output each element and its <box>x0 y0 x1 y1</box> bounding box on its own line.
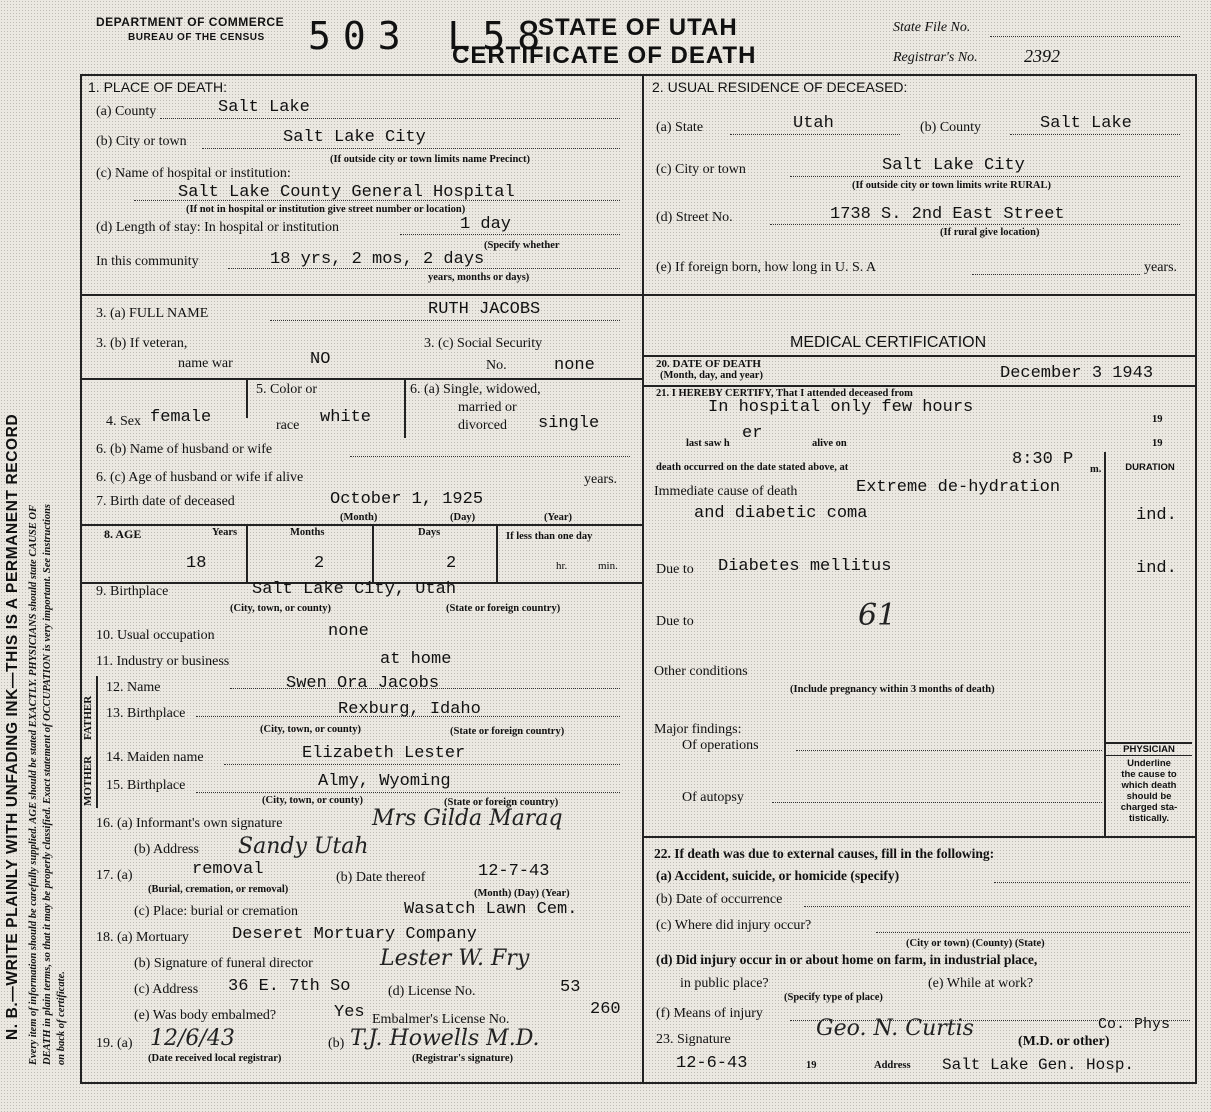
age-months: 2 <box>314 554 325 573</box>
embalmer-license-label: Embalmer's License No. <box>372 1012 510 1027</box>
physician-address-label: Address <box>874 1060 911 1071</box>
time-m: m. <box>1090 464 1102 475</box>
res-state-label: (a) State <box>656 120 704 135</box>
due-to-1: Diabetes mellitus <box>718 557 892 576</box>
license: 53 <box>560 978 581 997</box>
registrar-signature-label: (b) <box>328 1036 345 1051</box>
year-note: (Year) <box>544 512 572 523</box>
immediate-cause-2: and diabetic coma <box>694 504 868 523</box>
burial: removal <box>192 860 264 879</box>
md-label: (M.D. or other) <box>1018 1034 1110 1049</box>
physician-box-line: charged sta- <box>1120 802 1178 813</box>
duration-label: DURATION <box>1125 462 1175 473</box>
state-title: STATE OF UTAH <box>538 14 738 41</box>
color-label-1: 5. Color or <box>256 382 318 397</box>
autopsy-label: Of autopsy <box>682 790 744 805</box>
stay-label: (d) Length of stay: In hospital or institution <box>96 220 340 235</box>
social-security: none <box>554 356 595 375</box>
burial-place: Wasatch Lawn Cem. <box>404 900 578 919</box>
res-city: Salt Lake City <box>882 156 1025 175</box>
informant-address: Sandy Utah <box>238 834 369 859</box>
physician-box-line: should be <box>1126 791 1172 802</box>
registrar-number-label: Registrar's No. <box>893 50 978 65</box>
age-days: 2 <box>446 554 457 573</box>
marital-label-1: 6. (a) Single, widowed, <box>410 382 541 397</box>
burial-date-label: (b) Date thereof <box>336 870 426 885</box>
address-label: (b) Address <box>134 842 199 857</box>
due-to-label-1: Due to <box>656 562 694 577</box>
father-name: Swen Ora Jacobs <box>286 674 440 693</box>
instruction-line-3: on back of certificate. <box>56 971 67 1065</box>
burial-label: 17. (a) <box>96 868 133 883</box>
res-county: Salt Lake <box>1040 114 1132 133</box>
nineteen-1: 19 <box>1152 414 1163 425</box>
age-months-label: Months <box>290 527 325 538</box>
age-label: 8. AGE <box>104 527 142 541</box>
sex-label: 4. Sex <box>106 414 141 429</box>
physician-box <box>1106 742 1192 824</box>
father-bp-note-2: (State or foreign country) <box>450 726 565 737</box>
medical-title: MEDICAL CERTIFICATION <box>790 334 987 351</box>
mortuary-address-label: (c) Address <box>134 982 199 997</box>
ss-label-1: 3. (c) Social Security <box>424 336 543 351</box>
age-years: 18 <box>186 554 207 573</box>
birthplace: Salt Lake City, Utah <box>252 580 457 599</box>
mother-birthplace-label: 15. Birthplace <box>106 778 186 793</box>
day-note: (Day) <box>450 512 476 523</box>
state-file-label: State File No. <box>893 20 971 35</box>
physician-box-title: PHYSICIAN <box>1106 742 1192 756</box>
center-divider <box>642 74 644 1084</box>
time-of-death: 8:30 P <box>1012 450 1074 469</box>
external-causes-label: 22. If death was due to external causes, fill in the following: <box>654 846 995 861</box>
other-conditions-note: (Include pregnancy within 3 months of death) <box>790 684 995 695</box>
father-birthplace-label: 13. Birthplace <box>106 706 186 721</box>
stamp-number: 503 L58 <box>308 14 553 58</box>
mother-name: Elizabeth Lester <box>302 744 466 763</box>
hr: hr. <box>556 560 568 572</box>
birth-date-label: 7. Birth date of deceased <box>96 494 235 509</box>
mother-side-label: MOTHER <box>82 755 94 806</box>
operations-label: Of operations <box>682 738 759 753</box>
date-of-death-note: (Month, day, and year) <box>660 370 763 381</box>
ink-instruction: N. B.—WRITE PLAINLY WITH UNFADING INK—THIS IS A PERMANENT RECORD <box>4 413 21 1040</box>
spouse-age-years: years. <box>584 472 618 487</box>
min: min. <box>598 560 618 572</box>
father-name-label: 12. Name <box>106 680 161 695</box>
foreign-label: (e) If foreign born, how long in U. S. A <box>656 260 877 275</box>
means-label: (f) Means of injury <box>656 1006 763 1021</box>
signature-label: 23. Signature <box>656 1032 731 1047</box>
industry-label: 11. Industry or business <box>96 654 230 669</box>
burial-date-note: (Month) (Day) (Year) <box>474 888 570 899</box>
burial-place-label: (c) Place: burial or cremation <box>134 904 299 919</box>
veteran-label-2: name war <box>178 356 233 371</box>
informant-signature: Mrs Gilda Maraq <box>372 806 563 831</box>
due-to-label-2: Due to <box>656 614 694 629</box>
attended-period: In hospital only few hours <box>708 398 974 417</box>
res-city-label: (c) City or town <box>656 162 746 177</box>
home-label: (d) Did injury occur in or about home on farm, in industrial place, <box>656 952 1038 967</box>
birthplace-note-1: (City, town, or county) <box>230 603 332 614</box>
father-bp-note-1: (City, town, or county) <box>260 724 362 735</box>
mortuary-label: 18. (a) Mortuary <box>96 930 189 945</box>
city-label: (b) City or town <box>96 134 187 149</box>
burial-note: (Burial, cremation, or removal) <box>148 884 289 895</box>
embalmer-license: 260 <box>590 1000 621 1019</box>
res-city-note: (If outside city or town limits write RURAL) <box>852 180 1051 191</box>
embalmed-label: (e) Was body embalmed? <box>134 1008 277 1023</box>
age-days-label: Days <box>418 527 441 538</box>
physician-signature: Geo. N. Curtis <box>816 1016 974 1041</box>
color-label-2: race <box>276 418 300 433</box>
res-state: Utah <box>793 114 834 133</box>
duration-1: ind. <box>1136 506 1177 525</box>
community-length: 18 yrs, 2 mos, 2 days <box>270 250 485 269</box>
spouse-label: 6. (b) Name of husband or wife <box>96 442 273 457</box>
director-signature: Lester W. Fry <box>380 946 530 971</box>
physician-box-line: the cause to <box>1121 769 1177 780</box>
nineteen-2: 19 <box>1152 438 1163 449</box>
burial-date: 12-7-43 <box>478 862 550 881</box>
physician-box-line: Underline <box>1127 758 1171 769</box>
registrar-signature-note: (Registrar's signature) <box>412 1053 513 1064</box>
marital-status: single <box>538 414 600 433</box>
spouse-age-label: 6. (c) Age of husband or wife if alive <box>96 470 304 485</box>
age-years-label: Years <box>212 527 238 538</box>
mortuary: Deseret Mortuary Company <box>232 925 477 944</box>
occupation: none <box>328 622 369 641</box>
community-label: In this community <box>96 254 199 269</box>
received-label: 19. (a) <box>96 1036 133 1051</box>
mother-birthplace: Almy, Wyoming <box>318 772 451 791</box>
duration-2: ind. <box>1136 559 1177 578</box>
department: DEPARTMENT OF COMMERCE <box>96 15 285 29</box>
instruction-line-2: DEATH in plain terms, so that it may be properly classified. Exact statement of OCCUPATION is very important. See instructions <box>42 504 53 1065</box>
co-phys: Co. Phys <box>1098 1016 1171 1033</box>
physician-box-line: tistically. <box>1129 813 1169 824</box>
specify-note: (Specify whether <box>484 240 560 251</box>
accident-label: (a) Accident, suicide, or homicide (specify) <box>656 868 900 883</box>
due-to-2: 61 <box>858 598 897 633</box>
certificate-title: CERTIFICATE OF DEATH <box>452 42 757 69</box>
work-label: (e) While at work? <box>928 976 1034 991</box>
father-side-label: FATHER <box>82 695 94 740</box>
res-county-label: (b) County <box>920 120 982 135</box>
place-of-death-title: 1. PLACE OF DEATH: <box>88 79 227 95</box>
foreign-years: years. <box>1144 260 1178 275</box>
industry: at home <box>380 650 452 669</box>
veteran: NO <box>310 350 331 369</box>
signature-date: 12-6-43 <box>676 1054 748 1073</box>
full-name-label: 3. (a) FULL NAME <box>96 306 209 321</box>
public-note: (Specify type of place) <box>784 992 883 1003</box>
residence-title: 2. USUAL RESIDENCE OF DECEASED: <box>652 79 908 95</box>
physician-box-line: which death <box>1121 780 1177 791</box>
birthplace-label: 9. Birthplace <box>96 584 169 599</box>
bureau: BUREAU OF THE CENSUS <box>128 32 265 43</box>
mother-bp-note-2: (State or foreign country) <box>444 797 559 808</box>
instructions-margin <box>0 80 78 1080</box>
ss-label-2: No. <box>486 358 507 373</box>
city-note: (If outside city or town limits name Precinct) <box>330 154 530 165</box>
public-label: in public place? <box>680 976 769 991</box>
immediate-cause-label: Immediate cause of death <box>654 484 798 499</box>
mother-bp-note-1: (City, town, or county) <box>262 795 364 806</box>
alive-label: alive on <box>812 438 847 449</box>
where-note: (City or town) (County) (State) <box>906 938 1045 949</box>
director-label: (b) Signature of funeral director <box>134 956 313 971</box>
registrar-number: 2392 <box>1024 46 1060 66</box>
hospital-note: (If not in hospital or institution give street number or location) <box>186 204 466 215</box>
community-note: years, months or days) <box>428 272 530 283</box>
age-less-label: If less than one day <box>506 531 593 542</box>
received-note: (Date received local registrar) <box>148 1053 282 1064</box>
sex: female <box>150 408 212 427</box>
physician-address: Salt Lake Gen. Hosp. <box>942 1056 1135 1074</box>
mortuary-address: 36 E. 7th So <box>228 977 351 996</box>
divider-residence <box>80 294 1197 296</box>
nineteen-3: 19 <box>806 1060 817 1071</box>
father-birthplace: Rexburg, Idaho <box>338 700 481 719</box>
mother-name-label: 14. Maiden name <box>106 750 204 765</box>
birthplace-note-2: (State or foreign country) <box>446 603 561 614</box>
marital-label-2: married or <box>458 400 517 415</box>
embalmed: Yes <box>334 1003 365 1022</box>
street-note: (If rural give location) <box>940 227 1040 238</box>
color: white <box>320 408 372 427</box>
street-label: (d) Street No. <box>656 210 733 225</box>
license-label: (d) License No. <box>388 984 476 999</box>
length-of-stay: 1 day <box>460 215 512 234</box>
occupation-label: 10. Usual occupation <box>96 628 215 643</box>
major-findings-label: Major findings: <box>654 722 742 737</box>
hospital-name: Salt Lake County General Hospital <box>178 183 515 202</box>
other-conditions-label: Other conditions <box>654 664 748 679</box>
certify-label: 21. I HEREBY CERTIFY, That I attended deceased from <box>656 388 913 399</box>
instruction-line-1: Every item of information should be carefully supplied. AGE should be stated EXACTLY. PHYSICIANS should state CAUSE OF <box>28 505 39 1065</box>
date-received: 12/6/43 <box>150 1026 235 1051</box>
marital-label-3: divorced <box>458 418 507 433</box>
hospital-label: (c) Name of hospital or institution: <box>96 166 291 181</box>
last-saw: er <box>742 424 763 443</box>
last-saw-label: last saw h <box>686 438 730 449</box>
occurred-label: death occurred on the date stated above, at <box>656 462 849 473</box>
full-name: RUTH JACOBS <box>428 300 541 319</box>
where-label: (c) Where did injury occur? <box>656 918 812 933</box>
street: 1738 S. 2nd East Street <box>830 205 1065 224</box>
date-of-death-label: 20. DATE OF DEATH <box>656 358 761 370</box>
birth-date: October 1, 1925 <box>330 490 484 509</box>
occurrence-label: (b) Date of occurrence <box>656 892 783 907</box>
veteran-label-1: 3. (b) If veteran, <box>96 336 188 351</box>
registrar-signature: T.J. Howells M.D. <box>350 1026 540 1051</box>
informant-label: 16. (a) Informant's own signature <box>96 816 283 831</box>
immediate-cause: Extreme de-hydration <box>856 478 1061 497</box>
death-city: Salt Lake City <box>283 128 426 147</box>
county-label: (a) County <box>96 104 157 119</box>
month-note: (Month) <box>340 512 378 523</box>
date-of-death: December 3 1943 <box>1000 364 1154 383</box>
death-county: Salt Lake <box>218 98 310 117</box>
